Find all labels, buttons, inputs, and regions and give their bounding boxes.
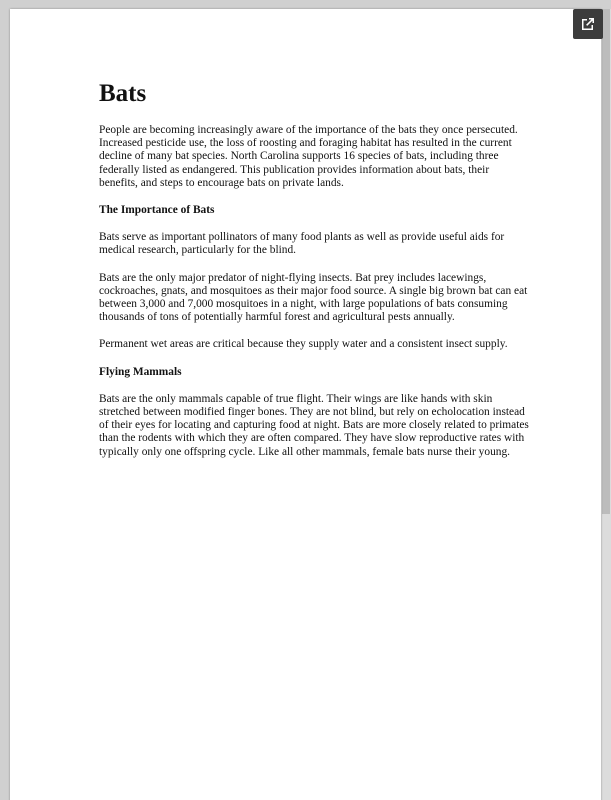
popout-button[interactable] (573, 9, 603, 39)
paragraph: Bats are the only major predator of night-flying insects. Bat prey includes lacewings, cockroaches, gnats, and mosquitoes as their major food source. A single big brown bat can eat between 3,000 and 7,000 mosquitoes in a night, with large populations of bats consuming thousands of tons of potentially harmful forest and agricultural pests annually. (99, 271, 528, 324)
document-title: Bats (99, 80, 147, 107)
page-content (99, 79, 529, 473)
scrollbar-thumb[interactable] (602, 9, 610, 514)
section-heading-flying-mammals: Flying Mammals (99, 365, 182, 378)
paragraph: Bats are the only mammals capable of true flight. Their wings are like hands with skin stretched between modified finger bones. They are not blind, but rely on echolocation instead of their eyes for locating and capturing food at night. Bats are more closely related to primates than the rodents with which they are often compared. They have slow reproductive rates with typically only one offspring cycle. Like all other mammals, female bats nurse their young. (99, 392, 529, 458)
document-page (10, 9, 601, 800)
section-heading-importance: The Importance of Bats (99, 204, 215, 217)
paragraph: Bats serve as important pollinators of many food plants as well as provide useful aids for medical research, particularly for the blind. (99, 231, 505, 257)
open-in-new-window-icon (580, 16, 596, 32)
paragraph: Permanent wet areas are critical because they supply water and a consistent insect supply. (99, 338, 508, 351)
intro-paragraph: People are becoming increasingly aware of the importance of the bats they once persecuted. Increased pesticide use, the loss of roosting and foraging habitat has resulted in the current decline of many bat species. North Carolina supports 16 species of bats, including three federally listed as endangered. This publication provides information about bats, their benefits, and steps to encourage bats on private lands. (99, 124, 518, 189)
